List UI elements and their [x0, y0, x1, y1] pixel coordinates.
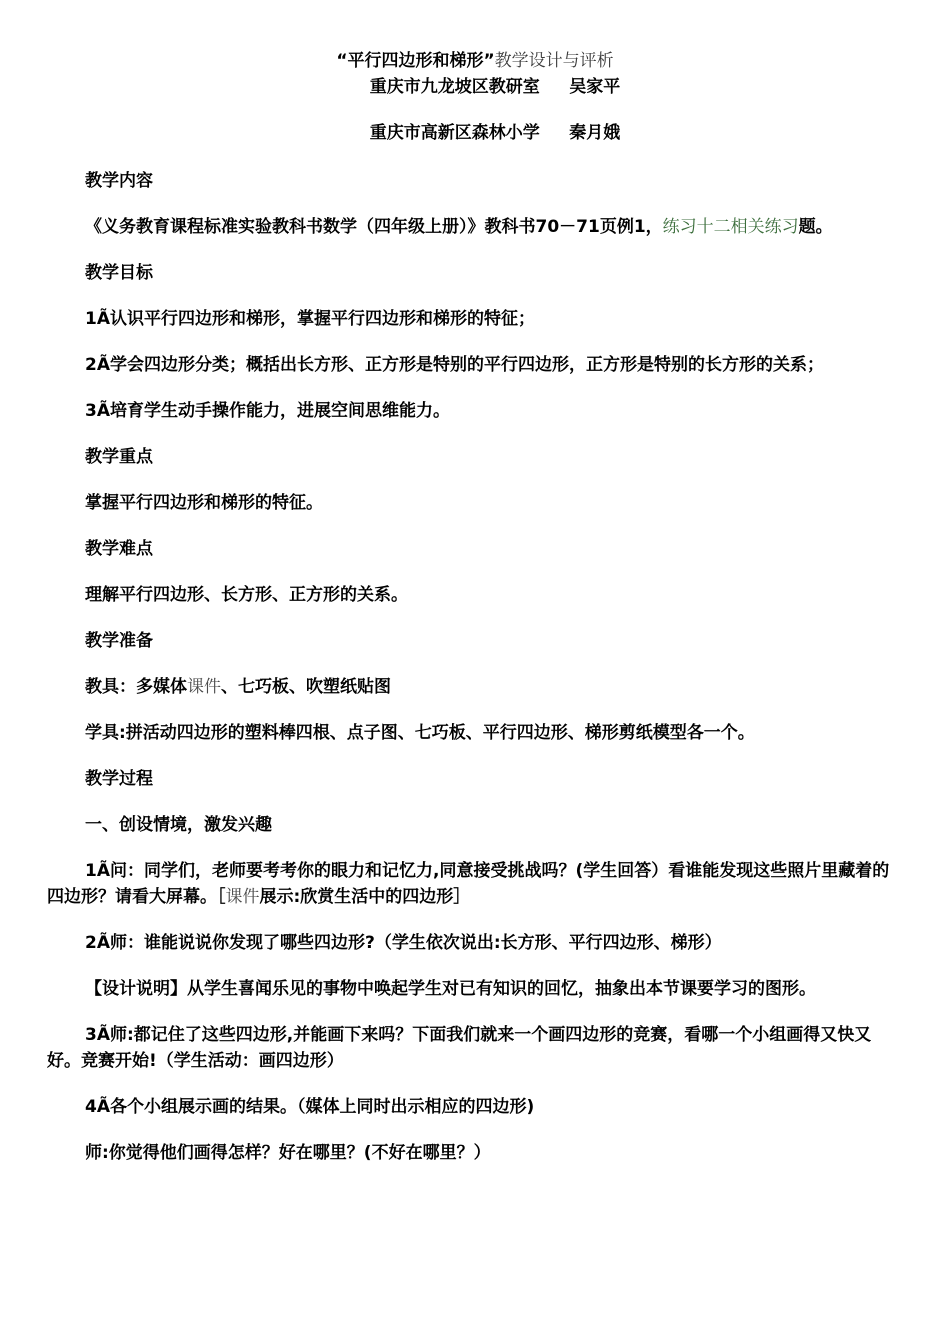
section-heading-content: 教学内容: [85, 171, 153, 191]
teacher-tools-b: 课件: [187, 677, 221, 697]
step-3: 3Ã师:都记住了这些四边形,并能画下来吗？下面我们就来一个画四边形的竞赛，看哪一个小组画得又快又好。竞赛开始!（学生活动：画四边形）: [47, 1025, 872, 1071]
section-heading-key: 教学重点: [85, 447, 153, 467]
document-title: [0, 48, 950, 74]
goal-2: 2Ã学会四边形分类；概括出长方形、正方形是特别的平行四边形，正方形是特别的长方形的关系；: [85, 355, 824, 375]
difficulty-text: 理解平行四边形、长方形、正方形的关系。: [85, 585, 408, 605]
section-heading-process: 教学过程: [85, 769, 153, 789]
step-1-a: 1Ã问：同学们，老师要考考你的眼力和记忆力,同意接受挑战吗？(学生回答）看谁能发现这些照片里藏着的四边形？请看大屏幕。［: [47, 861, 890, 907]
teacher-tools-a: 教具：多媒体: [85, 677, 187, 697]
section-heading-goals: 教学目标: [85, 263, 153, 283]
step-1-b: 课件: [225, 887, 260, 907]
step-1-c: 展示:欣赏生活中的四边形］: [259, 887, 471, 907]
content-text-b: 练习十二相关练习: [662, 217, 799, 237]
step-one-heading: 一、创设情境，激发兴趣: [85, 815, 272, 835]
goal-3: 3Ã培育学生动手操作能力，进展空间思维能力。: [85, 401, 450, 421]
content-text-a: 《义务教育课程标准实验教科书数学（四年级上册）》教科书70－71页例1，: [85, 217, 663, 237]
content-text: [47, 214, 905, 240]
title-tail: 教学设计与评析: [494, 51, 614, 71]
title-main: “平行四边形和梯形”: [336, 51, 495, 71]
section-heading-prep: 教学准备: [85, 631, 153, 651]
step-1: [47, 858, 905, 910]
title-block: [0, 48, 950, 146]
content-text-c: 题。: [798, 217, 833, 237]
author-line-1: 重庆市九龙坡区教研室 吴家平: [369, 77, 621, 97]
key-text: 掌握平行四边形和梯形的特征。: [85, 493, 323, 513]
design-note: 【设计说明】从学生喜闻乐见的事物中唤起学生对已有知识的回忆，抽象出本节课要学习的图形。: [85, 979, 816, 999]
teacher-tools-c: 、七巧板、吹塑纸贴图: [221, 677, 391, 697]
teacher-tools: [47, 674, 905, 700]
step-2: 2Ã师：谁能说说你发现了哪些四边形?（学生依次说出:长方形、平行四边形、梯形）: [85, 933, 722, 953]
student-tools: 学具:拼活动四边形的塑料棒四根、点子图、七巧板、平行四边形、梯形剪纸模型各一个。: [85, 723, 755, 743]
document-body: [47, 168, 905, 1186]
author-line-2: 重庆市高新区森林小学 秦月娥: [369, 123, 621, 143]
teacher-question: 师:你觉得他们画得怎样？好在哪里？(不好在哪里？）: [85, 1143, 491, 1163]
goal-1: 1Ã认识平行四边形和梯形，掌握平行四边形和梯形的特征；: [85, 309, 535, 329]
section-heading-difficulty: 教学难点: [85, 539, 153, 559]
step-4: 4Ã各个小组展示画的结果。（媒体上同时出示相应的四边形): [85, 1097, 535, 1117]
